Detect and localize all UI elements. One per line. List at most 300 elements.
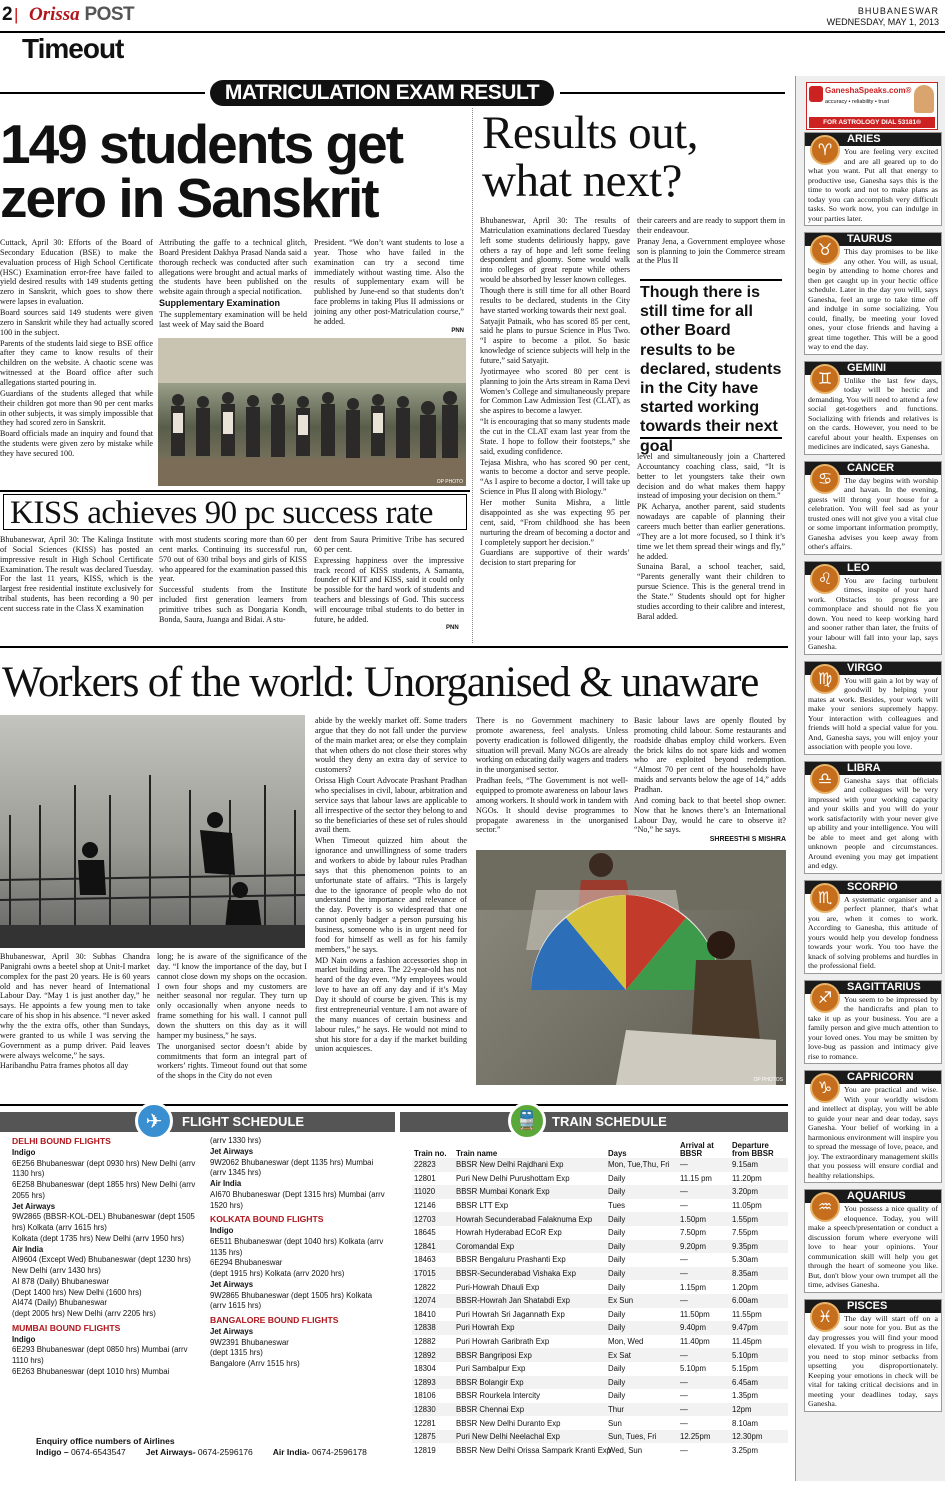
zodiac-name: PISCES [805, 1300, 941, 1313]
ganesha-call: FOR ASTROLOGY DIAL 53181® [809, 117, 935, 128]
scorpio-icon: ♏ [810, 883, 840, 913]
train-cell: Howrah Secunderabad Falaknuma Exp [454, 1212, 606, 1226]
train-cell: 5.10pm [680, 1364, 707, 1374]
train-cell: 11.55pm [732, 1309, 762, 1319]
zodiac-virgo [804, 661, 942, 755]
matric-banner: MATRICULATION EXAM RESULT [210, 80, 554, 106]
zodiac-name: LIBRA [805, 762, 941, 775]
zodiac-list [804, 132, 942, 1477]
enquiry-label: Air India- [272, 1447, 312, 1457]
sanskrit-credit: PNN [451, 327, 464, 334]
train-cell: 12146 [414, 1201, 436, 1211]
column-divider [472, 108, 473, 643]
results-para: their careers and are ready to support them in their endeavour. [637, 216, 785, 235]
zodiac-text: This day promises to be like any other. You will, as usual, begin by attending to home chores and then get caught up in your hectic office schedule. Later in the day you will, says Ganesha, feel an urge to take time off and indulge in some socializing. You could, finally, be meeting your loved ones, your close friends and having a great time together. This will be a good way to end the day. [808, 247, 938, 351]
airline-name: Air India [12, 1244, 44, 1254]
airline-name: Indigo [12, 1147, 36, 1157]
zodiac-body [805, 1078, 941, 1182]
train-cell: 11020 [412, 1185, 454, 1199]
workers-col4 [476, 716, 628, 846]
zodiac-body [805, 1197, 941, 1292]
results-para: PK Acharya, another parent, said students nowadays are capable of planning their careers much better than earlier generations. “They are a lot more focused, so I think it’s time we let them spread their wings and fly,” he added. [637, 502, 785, 561]
zodiac-name: SCORPIO [805, 881, 941, 894]
workers-col3 [315, 716, 467, 1090]
enquiry-label: Jet Airways- [145, 1447, 198, 1457]
train-row [412, 1294, 788, 1308]
results-col1 [480, 216, 630, 641]
train-cell: 9.15am [730, 1158, 788, 1172]
workers-col5 [634, 716, 786, 846]
train-cell: 12882 [414, 1337, 436, 1347]
train-row [412, 1389, 788, 1403]
zodiac-text: The day begins with worship and havan. In the evening, guests will throng your house for a celebration. You will feel sad as your trusted ones will not give you a vital clue or some important information promptly, Ganesha advises you keep away from other's affairs. [808, 475, 938, 551]
train-cell: 18645 [414, 1228, 436, 1238]
train-row [412, 1321, 788, 1335]
workers-rule-top [0, 646, 788, 648]
kiss-para: Bhubaneswar, April 30: The Kalinga Institute of Social Sciences (KISS) has posted an impressive result in High School Certificate Examination. The result was declared Tuesday. For the last 11 years, KISS, which is the largest free residential institute exclusively for tribal students, has been recording a 90 per cent success rate in the Class X examination [0, 535, 153, 614]
queue-photo [158, 338, 466, 486]
train-cell: 5.15pm [732, 1364, 759, 1374]
workers-para: Pradhan feels, “The Government is not well-equipped to promote awareness on labour laws among workers. It should work in tandem with NGOs. It should devise programmes to propagate awareness in the unorganised sector.” [476, 776, 628, 835]
train-row [412, 1348, 788, 1362]
zodiac-body [805, 668, 941, 754]
train-cell: 11.05pm [732, 1201, 762, 1211]
paper-name-post: POST [84, 4, 135, 25]
train-cell: Daily [606, 1376, 678, 1390]
flight-entry: AI474 (Daily) Bhubaneswar [12, 1298, 107, 1308]
results-para: Tejasa Mishra, who has scored 90 per cent, wants to become a doctor and serve people. “As I aspire to become a doctor, I will take up Science in Plus II along with Biology.” [480, 457, 630, 497]
sanskrit-para: President. “We don’t want students to lose a year. Those who have failed in the examination can try a second time immediately without wasting time. Also the results of supplementary exam will be published by June-end so that students don’t face problems in taking Plus II admissions or joining any other post-Matriculation course,” he added. [314, 238, 464, 326]
workers-para: Haribandhu Patra frames photos all day [0, 1061, 129, 1071]
flight-entry: AI670 Bhubaneswar (Dept 1315 hrs) Mumbai (arrv 1520 hrs) [210, 1189, 385, 1210]
train-cell: 9.20pm [678, 1240, 730, 1254]
train-cell: BBSR Chennai Exp [454, 1403, 606, 1417]
flight-entry: 9W2391 Bhubaneswar [210, 1337, 289, 1347]
schedule-rule-top [0, 1104, 788, 1106]
flight-entry: 6E258 Bhubaneswar (dept 1855 hrs) New Delhi (arrv 2055 hrs) [12, 1180, 196, 1200]
masthead [0, 0, 945, 70]
aquarius-icon: ♒ [810, 1192, 840, 1222]
train-col-header: Train name [456, 1149, 498, 1159]
flight-entry: 6E511 Bhubaneswar (dept 1040 hrs) Kolkata (arrv 1135 hrs) [210, 1236, 384, 1257]
train-row [412, 1416, 788, 1430]
flight-entry: 6E256 Bhubaneswar (dept 0930 hrs) New Delhi (arrv 1130 hrs) [12, 1158, 196, 1179]
banner-rule-right [560, 92, 785, 94]
zodiac-body [805, 468, 941, 554]
flight-schedule-title: FLIGHT SCHEDULE [182, 1114, 305, 1129]
virgo-icon: ♍ [810, 664, 840, 694]
train-cell: 1.35pm [732, 1391, 759, 1401]
train-cell: Puri-Howrah Dhauli Exp [456, 1282, 540, 1292]
train-cell: 12893 [412, 1376, 454, 1390]
train-cell: 12281 [414, 1418, 436, 1428]
train-cell: 12830 [412, 1403, 454, 1417]
train-cell: BBSR Mumbai Konark Exp [454, 1185, 606, 1199]
workers-photo [0, 715, 305, 948]
train-cell: 9.47pm [730, 1321, 788, 1335]
train-cell: Sun [608, 1418, 622, 1428]
train-row [412, 1362, 788, 1376]
sanskrit-para: Board officials made an inquiry and found that the students were given zero by mistake while they have secured 100. [0, 429, 153, 459]
zodiac-body [805, 568, 941, 654]
train-cell: — [680, 1255, 688, 1265]
train-cell: — [678, 1376, 730, 1390]
kiss-col3 [314, 535, 464, 635]
train-cell: — [680, 1418, 688, 1428]
kiss-para: Successful students from the Institute included first generation learners from primitive tribes such as Dongaria Kondh, Bonda, Saura, Juanga and Bidai. A stu- [159, 585, 307, 624]
flight-section-heading: DELHI BOUND FLIGHTS [12, 1136, 111, 1146]
train-cell: Daily [606, 1267, 678, 1281]
kiss-col1 [0, 535, 153, 635]
results-para: Sunaina Baral, a school teacher, said, “Parents generally want their children to pursue Science. This is the general trend in the State.” Students should opt for higher studies according to their calibre and interest, Baral added. [637, 562, 785, 621]
flight-schedule-bar [0, 1109, 395, 1133]
zodiac-text: You are facing turbulent times, inspite of your hard work. Obstacles to progress are commonplace and should not fie you down. You need to keep working hard and sooner rather than later, the fruits of your labour will fall into your lap, says Ganesha. [808, 575, 938, 651]
train-cell: 18463 [414, 1255, 436, 1265]
train-cell: 12801 [414, 1173, 436, 1183]
train-cell: 7.50pm [680, 1228, 707, 1238]
workers-para: abide by the weekly market off. Some traders argue that they do not fall under the purview of the main market area; or else they complain that when others do not close their stores why would they deny an extra day of service to customers? [315, 716, 467, 775]
train-row [412, 1403, 788, 1417]
train-table-header [412, 1136, 788, 1158]
zodiac-text: You possess a nice quality of eloquence. Today, you will make a speech/presentation or conduct a discussion forum where everyone will love to hear your opinions. Your communication skill will help you get through the heart of someone you like. But, don't blow your own trumpet all the time, advises Ganesha. [808, 1204, 938, 1289]
train-cell: 18304 [414, 1364, 436, 1374]
pisces-icon: ♓ [810, 1302, 840, 1332]
enquiry-airindia [273, 1447, 367, 1457]
flight-entry: 6E263 Bhubaneswar (dept 1010 hrs) Mumbai [12, 1366, 170, 1376]
results-para: Satyajit Patnaik, who has scored 85 per cent, said he plans to pursue Science in Plus Two. “I aspire to become a pilot. So basic knowledge of science subjects will help in the future,” said Satyajit. [480, 316, 630, 366]
paper-name [29, 4, 134, 26]
train-cell: 8.35am [730, 1267, 788, 1281]
flight-entry: AI 878 (Daily) Bhubaneswar [12, 1276, 110, 1286]
train-cell: Howrah Hyderabad ECoR Exp [456, 1228, 562, 1238]
train-row [412, 1199, 788, 1213]
train-cell: 11.45pm [732, 1337, 762, 1347]
date-label: WEDNESDAY, MAY 1, 2013 [826, 17, 939, 27]
zodiac-capricorn [804, 1070, 942, 1183]
kiss-col2 [159, 535, 307, 635]
train-cell: — [678, 1158, 730, 1172]
train-cell: — [678, 1267, 730, 1281]
train-cell: 1.15pm [680, 1282, 707, 1292]
gemini-icon: ♊ [810, 364, 840, 394]
flight-entry: (Dept 1400 hrs) New Delhi (1600 hrs) [12, 1287, 142, 1297]
flight-col1 [12, 1136, 200, 1431]
train-cell: Daily [608, 1309, 626, 1319]
kiss-credit: PNN [446, 625, 459, 631]
sanskrit-para: Attributing the gaffe to a technical glitch, Board President Dakhya Prasad Nanda said a thorough recheck was conducted after such allegations were brought and actual marks of the students have been published on the website again through a special notification. [159, 238, 307, 297]
train-icon: 🚆 [508, 1102, 546, 1140]
sanskrit-para: Cuttack, April 30: Efforts of the Board of Secondary Education (BSE) to make the evaluation process of High School Certificate (HSC) Examination error-free have failed to yield desired results with 149 students getting zero in Sanskrit, which goes to show there were lapses in evaluation. [0, 238, 153, 307]
train-row [412, 1172, 788, 1186]
train-col-header: Days [608, 1149, 627, 1159]
train-cell: 1.50pm [678, 1212, 730, 1226]
train-cell: Mon, Wed [608, 1337, 644, 1347]
enquiry-row [36, 1447, 396, 1457]
train-cell: Daily [608, 1391, 626, 1401]
airline-name: Jet Airways [210, 1146, 254, 1156]
libra-icon: ♎ [810, 764, 840, 794]
train-cell: Coromandal Exp [454, 1240, 606, 1254]
flight-entry: (arrv 1330 hrs) [210, 1136, 262, 1145]
flight-section-heading: BANGALORE BOUND FLIGHTS [210, 1315, 339, 1326]
flight-entry: Bangalore (Arrv 1515 hrs) [210, 1359, 300, 1369]
zodiac-sagittarius [804, 980, 942, 1065]
train-cell: BBSR-Howrah Jan Shatabdi Exp [454, 1294, 606, 1308]
zodiac-body [805, 368, 941, 454]
train-row [412, 1212, 788, 1226]
enquiry-number: 0674-6543547 [70, 1447, 126, 1457]
kiss-headline: KISS achieves 90 pc success rate [10, 495, 433, 531]
train-cell: BBSR Bolangir Exp [454, 1376, 606, 1390]
train-cell: 12.30pm [730, 1430, 788, 1444]
train-cell: 22823 [412, 1158, 454, 1172]
train-cell: Daily [606, 1321, 678, 1335]
train-cell: 6.00am [730, 1294, 788, 1308]
train-cell: Thur [606, 1403, 678, 1417]
train-cell: Daily [608, 1228, 626, 1238]
airline-name: Jet Airways [210, 1326, 254, 1336]
zodiac-name: TAURUS [805, 233, 941, 246]
zodiac-body [805, 987, 941, 1064]
kiss-para: with most students scoring more than 60 per cent marks. Continuing its successful run, 570 out of 630 tribal boys and girls of KISS who appeared for the examination passed this year. [159, 535, 307, 584]
train-row [412, 1376, 788, 1390]
kiss-para: Expressing happiness over the impressive track record of KISS students, A Samanta, founder of KIIT and KISS, said it could only be possible for the hard work of students and teachers and blessings of God. This success will encourage tribal students to do better in future, he added. [314, 555, 464, 624]
train-cell: Puri New Delhi Neelachal Exp [454, 1430, 606, 1444]
train-cell: 6.45am [730, 1376, 788, 1390]
train-cell: 12822 [414, 1282, 436, 1292]
workers-para: Orissa High Court Advocate Prashant Pradhan who specialises in civil, labour, arbitration and service says that labour laws are applicable to all irrespective of the sector they belong to and so the beneficiaries of these set of rules should avail them. [315, 776, 467, 835]
train-cell: 7.55pm [732, 1228, 759, 1238]
airline-enquiry [36, 1436, 396, 1466]
train-row [412, 1430, 788, 1444]
umbrella-photo [476, 850, 786, 1085]
sagittarius-icon: ♐ [810, 983, 840, 1013]
train-cell: Puri Howrah Exp [454, 1321, 606, 1335]
zodiac-body [805, 768, 941, 873]
train-cell: BBSR Bengaluru Prashanti Exp [456, 1255, 566, 1265]
train-cell: — [680, 1201, 688, 1211]
enquiry-number: 0674-2596176 [197, 1447, 253, 1457]
train-cell: 12838 [412, 1321, 454, 1335]
train-cell: 1.55pm [730, 1212, 788, 1226]
capricorn-icon: ♑ [810, 1073, 840, 1103]
train-cell: — [678, 1403, 730, 1417]
city-label: BHUBANESWAR [857, 6, 939, 16]
queue-photo-art [158, 338, 466, 486]
zodiac-pisces [804, 1299, 942, 1412]
zodiac-text: A systematic organiser and a perfect planner, that's what you are, when it comes to work. According to Ganesha, this attitude of yours would help you develop fondness towards your work. You too have the knack of solving problems and hurdles in the professional field. [808, 894, 938, 970]
zodiac-body [805, 887, 941, 973]
flight-entry: 9W2865 (BBSR-KOL-DEL) Bhubaneswar (dept 1505 hrs) Kolkata (arrv 1615 hrs) [12, 1212, 195, 1233]
train-cell: 12841 [412, 1240, 454, 1254]
results-para: Guardians are supportive of their wards’ decision to start preparing for [480, 548, 630, 568]
queue-photo-credit: OP PHOTO [436, 479, 463, 485]
sanskrit-col1 [0, 238, 153, 486]
train-row [412, 1335, 788, 1349]
enquiry-label: Indigo – [36, 1447, 71, 1457]
results-para: level and simultaneously join a Chartered Accountancy coaching class, said, “It is better to let youngsters take their own decision and do what makes them happy instead of imposing your decision on them.” [637, 452, 785, 501]
workers-headline: Workers of the world: Unorganised & unaware [2, 659, 759, 706]
zodiac-name: AQUARIUS [805, 1190, 941, 1203]
zodiac-text: You are practical and wise. With your worldly wisdom and intellect at display, you will be able to guide your near and dear today, says Ganesha. Your belief of working in a harmonious environment will inspire you to spread the message of love, peace, and joy. The extraordinary management skills that you possess will ensure cordial and healthy relationships. [808, 1085, 938, 1180]
zodiac-cancer [804, 461, 942, 555]
workers-para: Bhubaneswar, April 30: Subhas Chandra Panigrahi owns a beetel shop at Unit-I market complex for the past 20 years. He is 60 years old and has never heard of International Labour Day. “May 1 is just another day,” he says. He appoints a few young men to take care of his shop in his absence. “I never asked why the the extra offs, other than Sundays, were granted to us while I was serving the Government as a pump driver. Paid leaves were always welcome,” he says. [0, 952, 150, 1060]
train-cell: 12892 [412, 1348, 454, 1362]
train-cell: 12875 [412, 1430, 454, 1444]
train-cell: 5.30am [732, 1255, 759, 1265]
zodiac-text: Unlike the last few days, today will be hectic and demanding. You will need to attend a few social get-togethers and functions. Socializing with friends and relatives is on the cards. However, you need to be careful about your health. Expenses on medicines are indicated, says Ganesha. [808, 375, 938, 451]
train-cell: BBSR LTT Exp [456, 1201, 509, 1211]
enquiry-indigo [36, 1447, 126, 1457]
train-row [412, 1240, 788, 1254]
train-cell: 12703 [412, 1212, 454, 1226]
results-para: Jyotirmayee who scored 80 per cent is planning to join the Arts stream in Rama Devi Women’s College and simultaneously prepare for Common Law Admission Test (CLAT), as she aspires to become a lawyer. [480, 366, 630, 416]
sanskrit-para: The supplementary examination will be held last week of May said the Board [159, 310, 307, 329]
workers-para: When Timeout quizzed him about the ignorance and unwillingness of some traders and workers to abide by labour rules Pradhan says that this phenomenon points to an unfortunate state of affairs. “This is largely due to the ignorance of people who do not understand the importance and relevance of the day. Poverty is so widespread that one cannot openly badger a person pursuing his business, someone who is in urgent need for food for himself as well as for his family members,” he says. [315, 836, 467, 954]
workers-para: Basic labour laws are openly flouted by promoting child labour. Some restaurants and roadside dhabas employ child workers. Even the brick kilns do not spare kids and women who are exploited beyond redemption. “Almost 70 per cent of the households have maids and servants below the age of 14,” adds Pradhan. [634, 716, 786, 795]
flight-col2 [210, 1136, 390, 1431]
zodiac-libra [804, 761, 942, 874]
zodiac-name: ARIES [805, 133, 941, 146]
leo-icon: ♌ [810, 564, 840, 594]
train-cell: BBSR New Delhi Rajdhani Exp [454, 1158, 606, 1172]
workers-para: long; he is aware of the significance of the day. “I know the importance of the day, but I cannot close down my shops on the occasion. I own four shops and my customers are neither seasonal nor regular. They turn up only occasionally when anyone needs to frame something for his wall. I cannot pull down the shutters on this day as it will hamper my business,” he says. [157, 952, 307, 1040]
zodiac-scorpio [804, 880, 942, 974]
results-headline: Results out, what next? [482, 107, 698, 207]
zodiac-text: You seem to be impressed by the handicrafts and plan to take it up as your business. You are a family person and give much attention to your loved ones. You may be smitten by love-bug as passion and intimacy give rise to romance. [808, 994, 938, 1061]
train-row [412, 1308, 788, 1322]
zodiac-body [805, 240, 941, 354]
ganesha-tagline: accuracy • reliability • trust [825, 99, 890, 105]
results-para: Pranay Jena, a Government employee whose son is planning to join the Commerce stream at the Plus II [637, 236, 785, 266]
train-cell: Puri Howrah Sri Jagannath Exp [456, 1309, 565, 1319]
workers-col2 [157, 952, 307, 1090]
airline-name: Air India [210, 1179, 242, 1188]
train-cell: Mon, Tue,Thu, Fri [606, 1158, 678, 1172]
zodiac-name: GEMINI [805, 362, 941, 375]
astrologer-portrait [914, 85, 934, 113]
train-cell: 9.35pm [730, 1240, 788, 1254]
sanskrit-para: Board sources said 149 students were given zero in Sanskrit while they had actually scored 100 in the subject. [0, 308, 153, 337]
train-row [412, 1226, 788, 1240]
sanskrit-para: Guardians of the students alleged that while their children got more than 90 per cent marks in other subjects, it was simply impossible that they had scored zero in Sanskrit. [0, 388, 153, 428]
train-cell: Daily [608, 1173, 626, 1183]
flight-entry: 9W2865 Bhubaneswar (dept 1505 hrs) Kolkata (arrv 1615 hrs) [210, 1290, 373, 1311]
sanskrit-col2 [159, 238, 307, 334]
train-cell: 12819 [414, 1445, 436, 1455]
flight-entry: 6E294 Bhubaneswar [210, 1258, 283, 1268]
airline-name: Jet Airways [210, 1279, 254, 1289]
banner-rule-left [0, 92, 205, 94]
train-table-body [412, 1158, 788, 1457]
results-para: “It is encouraging that so many students made the cut in the CLAT exam last year from the State. I hope to follow their footsteps,” she said, exuding confidence. [480, 417, 630, 456]
train-cell: Puri New Delhi Purushottam Exp [456, 1173, 570, 1183]
train-row [412, 1158, 788, 1172]
train-cell: Puri Sambalpur Exp [456, 1364, 526, 1374]
ganesha-brand: GaneshaSpeaks.com® [825, 86, 912, 95]
train-cell: Wed, Sun [608, 1445, 643, 1455]
train-cell: — [680, 1391, 688, 1401]
train-cell: 8.10am [732, 1418, 759, 1428]
zodiac-name: VIRGO [805, 662, 941, 675]
kiss-headline-box [3, 494, 467, 530]
workers-para: There is no Government machinery to promote awareness, feel analysts. Unless poverty eradication is followed diligently, the situation will prevail. Many NGOs are already working on educating daily wagers and traders in the unorganised sector. [476, 716, 628, 775]
flight-entry: Kolkata (dept 1735 hrs) New Delhi (arrv 1950 hrs) [12, 1233, 185, 1243]
umbrella-photo-art [476, 850, 786, 1085]
zodiac-aries [804, 132, 942, 226]
train-cell: Daily [608, 1255, 626, 1265]
train-cell: — [680, 1445, 688, 1455]
flight-entry: (dept 2005 hrs) New Delhi (arrv 2205 hrs) [12, 1309, 156, 1319]
train-cell: 3.25pm [732, 1445, 759, 1455]
train-table-wrap [412, 1136, 788, 1466]
train-cell: 18410 [414, 1309, 436, 1319]
zodiac-name: CANCER [805, 462, 941, 475]
zodiac-text: You will gain a lot by way of goodwill by helping your mates at work. Besides, your work will make your seniors supremely happy. Your interaction with colleagues and friends will hold a special value for you. And, Ganesha says, you will enjoy your association with people you love. [808, 675, 938, 751]
train-col-header: Departure from BBSR [732, 1141, 774, 1159]
train-row [412, 1443, 788, 1457]
train-cell: — [678, 1294, 730, 1308]
zodiac-text: You are feeling very excited and are all geared up to do what you want. Put all that energy to productive use, Ganesha says this is the time to work and not to make plans as today you can accomplish very difficult tasks. So work now, you can indulge in your parties later. [808, 147, 938, 223]
workers-photo-art [0, 715, 305, 948]
enquiry-title: Enquiry office numbers of Airlines [36, 1436, 175, 1446]
zodiac-name: LEO [805, 562, 941, 575]
train-col-header: Arrival at BBSR [680, 1141, 714, 1159]
train-cell: 1.20pm [732, 1282, 759, 1292]
train-cell: Sun, Tues, Fri [606, 1430, 678, 1444]
masthead-rule [0, 31, 945, 33]
train-cell: 11.50pm [680, 1309, 710, 1319]
flight-entry: 6E293 Bhubaneswar (dept 0850 hrs) Mumbai (arrv 1110 hrs) [12, 1345, 188, 1366]
taurus-icon: ♉ [810, 235, 840, 265]
flight-entry: 9W2062 Bhubaneswar (dept 1135 hrs) Mumbai (arrv 1345 hrs) [210, 1157, 374, 1178]
enquiry-jet [146, 1447, 253, 1457]
zodiac-taurus [804, 232, 942, 355]
airline-name: Indigo [12, 1334, 36, 1344]
train-row [412, 1185, 788, 1199]
flight-section-heading: MUMBAI BOUND FLIGHTS [12, 1322, 121, 1333]
kiss-rule-top [0, 490, 470, 492]
train-cell: BBSR New Delhi Orissa Sampark Kranti Exp [456, 1445, 612, 1455]
train-cell: BBSR New Delhi Duranto Exp [456, 1418, 561, 1428]
results-para: Bhubaneswar, April 30: The results of Matriculation examinations declared Tuesday left some students deliriously happy, gave others a ray of hope and left some feeling despondent and gloomy. Some would walk into colleges of great repute while others would be absorbed by lesser known colleges. [480, 216, 630, 285]
aries-icon: ♈ [810, 135, 840, 165]
train-cell: 12.25pm [678, 1430, 730, 1444]
zodiac-gemini [804, 361, 942, 455]
zodiac-text: The day will start off on a sour note for you. But as the day progresses you will find your mood elevated. If you wish to progress in life, you need to stop minor setbacks from upsetting you disproportionately. Keeping your emotions in check will be vital for taking critical decisions and in meeting your deadlines today, says Ganesha. [808, 1313, 938, 1408]
train-row [412, 1253, 788, 1267]
flight-entry: (dept 1315 hrs) [210, 1348, 263, 1358]
airline-name: Jet Airways [12, 1201, 56, 1211]
train-cell: Daily [606, 1212, 678, 1226]
page-number: 2 [2, 4, 13, 25]
zodiac-body [805, 1306, 941, 1411]
flight-entry: (dept 1915 hrs) Kolkata (arrv 2020 hrs) [210, 1269, 345, 1279]
train-cell: Daily [608, 1282, 626, 1292]
train-cell: Tues [608, 1201, 626, 1211]
kiss-para: dent from Saura Primitive Tribe has secured 60 per cent. [314, 535, 464, 554]
train-cell: — [678, 1348, 730, 1362]
train-cell: Puri Howrah Garibrath Exp [456, 1337, 550, 1347]
results-col2-bottom [637, 452, 785, 642]
zodiac-leo [804, 561, 942, 655]
ganesha-logo [809, 86, 823, 102]
train-col-header: Train no. [414, 1149, 447, 1159]
train-cell: BBSR-Secunderabad Vishaka Exp [454, 1267, 606, 1281]
train-cell: 5.10pm [730, 1348, 788, 1362]
train-cell: Daily [608, 1364, 626, 1374]
train-cell: 17015 [412, 1267, 454, 1281]
